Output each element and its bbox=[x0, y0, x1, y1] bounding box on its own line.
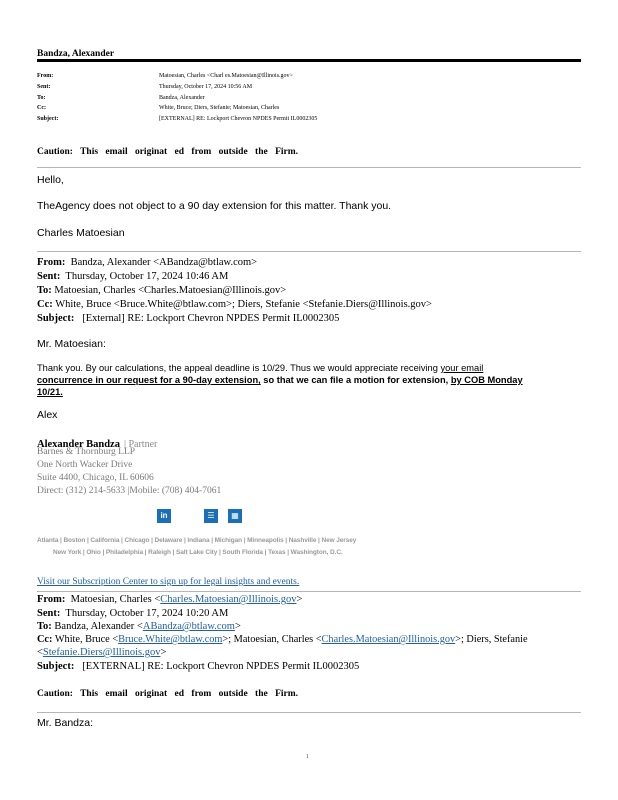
body-text: so that we can file a motion for extension, bbox=[260, 375, 451, 385]
quoted-sent bbox=[37, 608, 228, 619]
cc-value: White, Bruce < bbox=[54, 634, 119, 645]
mailbox-owner-name: Bandza, Alexander bbox=[37, 49, 115, 59]
to-value-end: > bbox=[234, 621, 241, 632]
to-label: To: bbox=[37, 285, 52, 296]
signature-name: Alexander Bandza bbox=[37, 439, 120, 450]
greeting: Hello, bbox=[37, 174, 64, 186]
body-text-underlined: concurrence in our request for a 90-day extension, bbox=[37, 375, 261, 385]
body-text-underlined: your email bbox=[440, 363, 484, 373]
cc-value: < bbox=[37, 647, 43, 658]
quoted-subject bbox=[37, 313, 339, 324]
cc-label: Cc: bbox=[37, 105, 46, 111]
subject-value: [EXTERNAL] RE: Lockport Chevron NPDES Permit IL0002305 bbox=[82, 661, 360, 672]
subject-label: Subject: bbox=[37, 661, 75, 672]
body-text: Thank you. By our calculations, the appeal deadline is 10/29. Thus we would appreciate receiving bbox=[37, 363, 441, 373]
from-label: From: bbox=[37, 73, 54, 79]
caution-banner: Caution: This email originat ed from outside the Firm. bbox=[37, 147, 299, 157]
sent-label: Sent: bbox=[37, 84, 51, 90]
from-value: Matoesian, Charles <Charl es.Matoesian@Illinois.gov> bbox=[159, 73, 293, 79]
sent-label: Sent: bbox=[37, 608, 61, 619]
office-locations-line-2: New York | Ohio | Philadelphia | Raleigh | Salt Lake City | South Florida | Texas | Washington, D.C. bbox=[53, 549, 343, 556]
message-body-line bbox=[37, 375, 523, 385]
quoted-from bbox=[37, 594, 302, 605]
cc-label: Cc: bbox=[37, 634, 53, 645]
calendar-icon[interactable]: ▦ bbox=[228, 509, 242, 523]
cc-value: White, Bruce <Bruce.White@btlaw.com>; Diers, Stefanie <Stefanie.Diers@Illinois.gov> bbox=[55, 299, 432, 310]
divider bbox=[37, 167, 581, 168]
signature-title: | Partner bbox=[123, 439, 158, 450]
divider bbox=[37, 251, 581, 252]
body-text-underlined: 10/21. bbox=[37, 387, 63, 397]
header-rule bbox=[37, 59, 581, 62]
quoted-from bbox=[37, 257, 257, 268]
greeting: Mr. Bandza: bbox=[37, 717, 94, 729]
quoted-subject bbox=[37, 661, 359, 672]
from-label: From: bbox=[37, 594, 66, 605]
message-body: TheAgency does not object to a 90 day extension for this matter. Thank you. bbox=[37, 200, 392, 212]
divider bbox=[37, 591, 581, 592]
cc-value-end: > bbox=[160, 647, 167, 658]
signoff: Alex bbox=[37, 409, 58, 421]
cc-value: >; Diers, Stefanie bbox=[455, 634, 528, 645]
quoted-cc-continued bbox=[37, 647, 166, 658]
to-label: To: bbox=[37, 621, 52, 632]
email-link[interactable]: Bruce.White@btlaw.com bbox=[118, 634, 223, 645]
signature-firm: Barnes & Thornburg LLP bbox=[37, 447, 136, 457]
from-value-end: > bbox=[296, 594, 303, 605]
message-body-line bbox=[37, 363, 483, 373]
signature-address-1: One North Wacker Drive bbox=[37, 460, 133, 470]
greeting: Mr. Matoesian: bbox=[37, 338, 106, 350]
subscription-center-link[interactable]: Visit our Subscription Center to sign up for legal insights and events. bbox=[37, 577, 300, 587]
page-number: 1 bbox=[306, 754, 309, 760]
sent-value: Thursday, October 17, 2024 10:46 AM bbox=[65, 271, 229, 282]
subject-value: [EXTERNAL] RE: Lockport Chevron NPDES Permit IL0002305 bbox=[159, 116, 318, 122]
quoted-cc bbox=[37, 634, 528, 645]
from-value: Matoesian, Charles < bbox=[70, 594, 161, 605]
to-value: Matoesian, Charles <Charles.Matoesian@Illinois.gov> bbox=[54, 285, 287, 296]
linkedin-icon[interactable]: in bbox=[157, 509, 171, 523]
quoted-to bbox=[37, 621, 241, 632]
signature-address-2: Suite 4400, Chicago, IL 60606 bbox=[37, 473, 154, 483]
sent-label: Sent: bbox=[37, 271, 61, 282]
cc-value: >; Matoesian, Charles < bbox=[222, 634, 322, 645]
caution-banner: Caution: This email originat ed from outside the Firm. bbox=[37, 689, 299, 699]
cc-label: Cc: bbox=[37, 299, 53, 310]
divider bbox=[37, 712, 581, 713]
email-link[interactable]: Charles.Matoesian@Illinois.gov bbox=[160, 594, 297, 605]
to-value: Bandza, Alexander bbox=[159, 95, 205, 101]
subject-label: Subject: bbox=[37, 116, 59, 122]
to-label: To: bbox=[37, 95, 46, 101]
body-text-underlined: by COB Monday bbox=[450, 375, 523, 385]
email-link[interactable]: Stefanie.Diers@Illinois.gov bbox=[42, 647, 161, 658]
to-value: Bandza, Alexander < bbox=[54, 621, 143, 632]
subject-label: Subject: bbox=[37, 313, 75, 324]
quoted-cc bbox=[37, 299, 432, 310]
sent-value: Thursday, October 17, 2024 10:20 AM bbox=[65, 608, 229, 619]
quoted-sent bbox=[37, 271, 228, 282]
quoted-to bbox=[37, 285, 286, 296]
email-link[interactable]: Charles.Matoesian@Illinois.gov bbox=[321, 634, 456, 645]
document-icon[interactable]: ☰ bbox=[204, 509, 218, 523]
message-body-line bbox=[37, 387, 63, 397]
cc-value: White, Bruce; Diers, Stefanie; Matoesian, Charles bbox=[159, 105, 280, 111]
signoff: Charles Matoesian bbox=[37, 227, 125, 239]
sent-value: Thursday, October 17, 2024 10:56 AM bbox=[159, 84, 253, 90]
signature-phones: Direct: (312) 214-5633 |Mobile: (708) 404-7061 bbox=[37, 486, 222, 496]
from-value: Bandza, Alexander <ABandza@btlaw.com> bbox=[70, 257, 258, 268]
from-label: From: bbox=[37, 257, 66, 268]
subject-value: [External] RE: Lockport Chevron NPDES Permit IL0002305 bbox=[82, 313, 340, 324]
office-locations-line-1: Atlanta | Boston | California | Chicago | Delaware | Indiana | Michigan | Minneapolis | Nashville | New Jersey bbox=[37, 537, 357, 544]
email-link[interactable]: ABandza@btlaw.com bbox=[142, 621, 235, 632]
